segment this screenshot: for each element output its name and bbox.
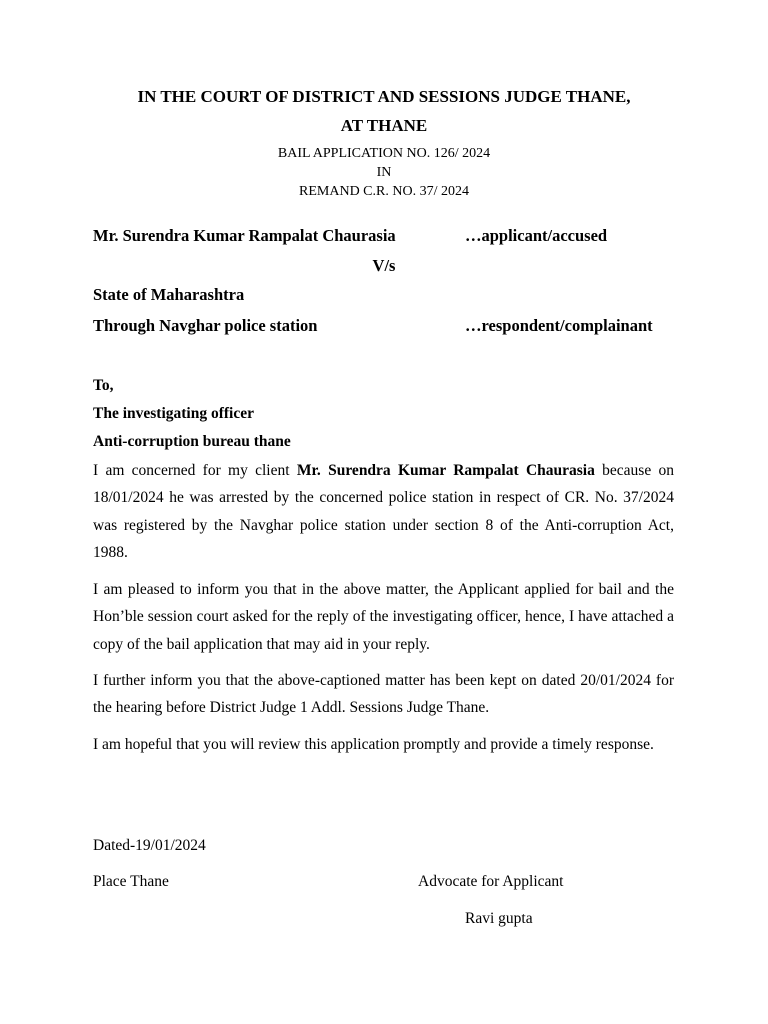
salutation-to: To, xyxy=(93,377,114,394)
paragraph-1-suffix: because on 18/01/2024 he was arrested by the concerned police station in respect of CR. No. 37/2024 was registered by the Navghar police station under section 8 of the Anti-corruption Act, 1988. xyxy=(93,462,674,561)
applicant-name: Mr. Surendra Kumar Rampalat Chaurasia xyxy=(93,226,396,245)
respondent-name: State of Maharashtra xyxy=(93,285,245,304)
paragraph-1 xyxy=(93,457,674,566)
applicant-role: …applicant/accused xyxy=(465,226,608,245)
addressee-bureau: Anti-corruption bureau thane xyxy=(93,433,291,450)
paragraph-4: I am hopeful that you will review this application promptly and provide a timely response. xyxy=(93,736,654,753)
advocate-name: Ravi gupta xyxy=(465,910,533,927)
remand-number: REMAND C.R. NO. 37/ 2024 xyxy=(299,184,469,199)
respondent-through: Through Navghar police station xyxy=(93,316,318,335)
respondent-role: …respondent/complainant xyxy=(465,316,653,335)
versus-label: V/s xyxy=(372,256,396,275)
in-label: IN xyxy=(376,165,392,180)
application-number: BAIL APPLICATION NO. 126/ 2024 xyxy=(277,146,491,161)
place-line: Place Thane xyxy=(93,873,169,890)
addressee-officer: The investigating officer xyxy=(93,405,255,422)
advocate-label: Advocate for Applicant xyxy=(418,873,564,890)
paragraph-3: I further inform you that the above-captioned matter has been kept on dated 20/01/2024 for the hearing before District Judge 1 Addl. Sessions Judge Thane. xyxy=(93,672,674,717)
dated-line: Dated-19/01/2024 xyxy=(93,837,206,854)
paragraph-2: I am pleased to inform you that in the above matter, the Applicant applied for bail and the Hon’ble session court asked for the reply of the investigating officer, hence, I have attached a copy of the bail application that may aid in your reply. xyxy=(93,581,674,653)
client-name: Mr. Surendra Kumar Rampalat Chaurasia xyxy=(296,462,595,479)
court-heading-line1: IN THE COURT OF DISTRICT AND SESSIONS JUDGE THANE, xyxy=(137,87,631,106)
paragraph-1-prefix: I am concerned for my client xyxy=(93,462,297,479)
court-heading-line2: AT THANE xyxy=(340,116,428,135)
